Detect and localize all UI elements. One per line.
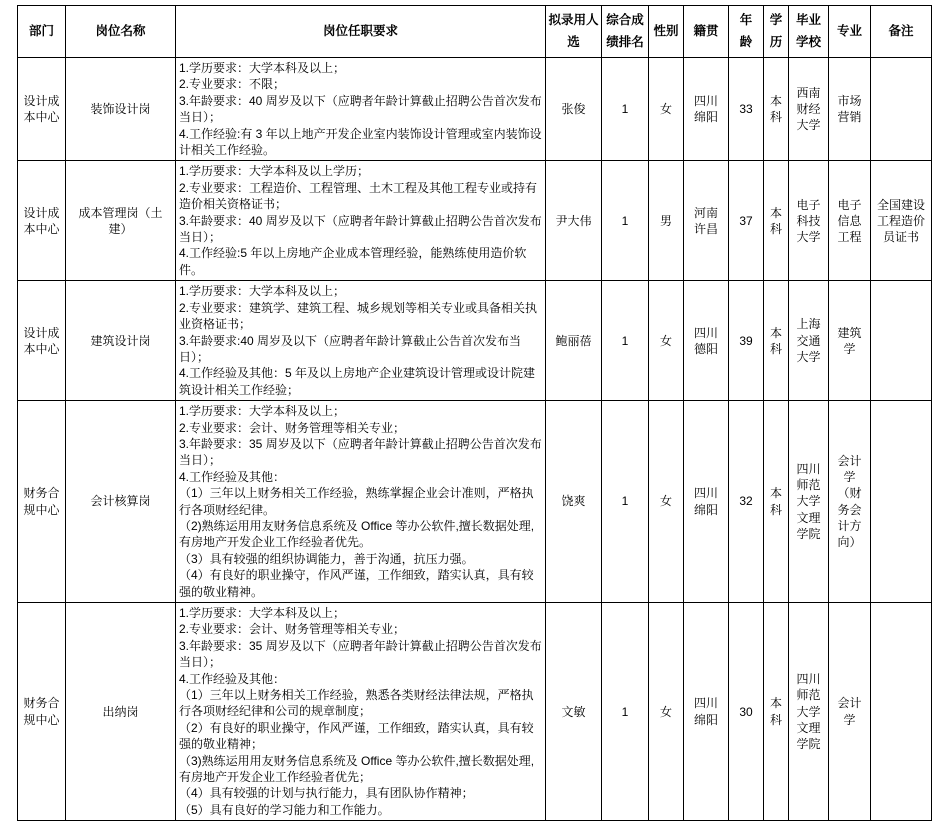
col-header-candidate: 拟录用人选 — [546, 6, 602, 58]
cell-department: 财务合规中心 — [18, 401, 66, 603]
cell-age: 37 — [729, 161, 764, 281]
requirement-line: 2.专业要求：会计、财务管理等相关专业； — [179, 420, 406, 435]
cell-school: 四川师范大学文理学院 — [789, 401, 829, 603]
cell-major: 市场营销 — [829, 58, 871, 161]
requirement-line: （2）有良好的职业操守，作风严谨，工作细致，踏实认真，具有较强的敬业精神； — [179, 720, 534, 752]
cell-candidate: 尹大伟 — [546, 161, 602, 281]
requirement-line: 2.专业要求：不限； — [179, 77, 286, 92]
requirement-line: 3.年龄要求：40 周岁及以下（应聘者年龄计算截止招聘公告首次发布当日）； — [179, 93, 542, 125]
recruitment-table — [17, 5, 932, 821]
col-header-age: 年龄 — [729, 6, 764, 58]
requirement-line: （4）有良好的职业操守，作风严谨，工作细致，踏实认真，具有较强的敬业精神。 — [179, 568, 534, 599]
cell-requirements — [176, 161, 546, 281]
table-row — [18, 58, 932, 161]
cell-department: 设计成本中心 — [18, 58, 66, 161]
col-header-department: 部门 — [18, 6, 66, 58]
cell-education: 本科 — [764, 281, 789, 401]
table-body — [18, 58, 932, 821]
table-row — [18, 401, 932, 603]
cell-age: 33 — [729, 58, 764, 161]
cell-department: 财务合规中心 — [18, 603, 66, 821]
cell-education: 本科 — [764, 58, 789, 161]
cell-hometown: 四川绵阳 — [684, 603, 729, 821]
requirement-line: （5）具有良好的学习能力和工作能力。 — [179, 802, 390, 817]
col-header-school: 毕业学校 — [789, 6, 829, 58]
cell-position: 成本管理岗（土建） — [66, 161, 176, 281]
requirement-line: （4）具有较强的计划与执行能力，具有团队协作精神； — [179, 786, 474, 801]
cell-remark — [871, 281, 932, 401]
requirement-line: 3.年龄要求：35 周岁及以下（应聘者年龄计算截止招聘公告首次发布当日）； — [179, 436, 542, 468]
requirement-line: 1.学历要求：大学本科及以上； — [179, 404, 346, 419]
cell-major: 会计学（财务会计方向） — [829, 401, 871, 603]
cell-education: 本科 — [764, 161, 789, 281]
cell-requirements — [176, 58, 546, 161]
cell-education: 本科 — [764, 401, 789, 603]
cell-age: 39 — [729, 281, 764, 401]
requirement-line: 4.工作经验:5 年以上房地产企业成本管理经验，能熟练使用造价软件。 — [179, 246, 527, 277]
table-header — [18, 6, 932, 58]
cell-major: 会计学 — [829, 603, 871, 821]
col-header-education: 学历 — [764, 6, 789, 58]
cell-candidate: 鲍丽蓓 — [546, 281, 602, 401]
cell-gender: 女 — [649, 281, 684, 401]
col-header-position: 岗位名称 — [66, 6, 176, 58]
cell-gender: 女 — [649, 603, 684, 821]
cell-department: 设计成本中心 — [18, 161, 66, 281]
cell-rank: 1 — [602, 401, 649, 603]
cell-position: 装饰设计岗 — [66, 58, 176, 161]
requirement-line: 2.专业要求：会计、财务管理等相关专业； — [179, 622, 406, 637]
requirement-line: （3)熟练运用用友财务信息系统及 Office 等办公软件,擅长数据处理,有房地产开发企业工作经验者优先； — [179, 753, 535, 785]
requirement-line: （2)熟练运用用友财务信息系统及 Office 等办公软件,擅长数据处理,有房地产开发企业工作经验者优先。 — [179, 518, 535, 550]
cell-school: 西南财经大学 — [789, 58, 829, 161]
requirement-line: 4.工作经验:有 3 年以上地产开发企业室内装饰设计管理或室内装饰设计相关工作经验。 — [179, 126, 542, 158]
cell-position: 建筑设计岗 — [66, 281, 176, 401]
col-header-hometown: 籍贯 — [684, 6, 729, 58]
requirement-line: 4.工作经验及其他： — [179, 671, 286, 686]
cell-major: 电子信息工程 — [829, 161, 871, 281]
requirement-line: 4.工作经验及其他：5 年及以上房地产企业建筑设计管理或设计院建筑设计相关工作经验； — [179, 366, 536, 397]
cell-hometown: 河南许昌 — [684, 161, 729, 281]
requirement-line: 1.学历要求：大学本科及以上学历； — [179, 164, 370, 179]
cell-school: 上海交通大学 — [789, 281, 829, 401]
cell-age: 30 — [729, 603, 764, 821]
cell-requirements — [176, 281, 546, 401]
requirement-line: 1.学历要求：大学本科及以上； — [179, 606, 346, 620]
requirement-line: 4.工作经验及其他： — [179, 469, 286, 484]
cell-requirements — [176, 401, 546, 603]
requirement-line: （3）具有较强的组织协调能力，善于沟通，抗压力强。 — [179, 551, 474, 566]
requirement-line: 3.年龄要求：35 周岁及以下（应聘者年龄计算截止招聘公告首次发布当日）； — [179, 638, 542, 670]
cell-rank: 1 — [602, 603, 649, 821]
col-header-major: 专业 — [829, 6, 871, 58]
col-header-gender: 性别 — [649, 6, 684, 58]
cell-hometown: 四川绵阳 — [684, 58, 729, 161]
table-row — [18, 281, 932, 401]
cell-gender: 男 — [649, 161, 684, 281]
cell-age: 32 — [729, 401, 764, 603]
cell-candidate: 张俊 — [546, 58, 602, 161]
cell-hometown: 四川德阳 — [684, 281, 729, 401]
requirement-line: 2.专业要求：建筑学、建筑工程、城乡规划等相关专业或具备相关执业资格证书； — [179, 300, 538, 332]
requirement-line: 1.学历要求：大学本科及以上； — [179, 284, 346, 299]
cell-rank: 1 — [602, 161, 649, 281]
table-row — [18, 603, 932, 821]
cell-major: 建筑学 — [829, 281, 871, 401]
cell-requirements — [176, 603, 546, 821]
requirement-line: （1）三年以上财务相关工作经验，熟悉各类财经法律法规，严格执行各项财经纪律和公司的规章制度； — [179, 688, 534, 719]
cell-department: 设计成本中心 — [18, 281, 66, 401]
requirement-line: 3.年龄要求:40 周岁及以下（应聘者年龄计算截止公告首次发布当日）； — [179, 333, 522, 364]
col-header-requirements: 岗位任职要求 — [176, 6, 546, 58]
cell-rank: 1 — [602, 58, 649, 161]
cell-rank: 1 — [602, 281, 649, 401]
requirement-line: （1）三年以上财务相关工作经验，熟练掌握企业会计准则，严格执行各项财经纪律。 — [179, 486, 534, 517]
requirement-line: 2.专业要求：工程造价、工程管理、土木工程及其他工程专业或持有造价相关资格证书； — [179, 180, 538, 212]
cell-school: 电子科技大学 — [789, 161, 829, 281]
cell-school: 四川师范大学文理学院 — [789, 603, 829, 821]
cell-education: 本科 — [764, 603, 789, 821]
cell-hometown: 四川绵阳 — [684, 401, 729, 603]
cell-remark — [871, 401, 932, 603]
cell-candidate: 文敏 — [546, 603, 602, 821]
cell-position: 会计核算岗 — [66, 401, 176, 603]
table-row — [18, 161, 932, 281]
cell-gender: 女 — [649, 58, 684, 161]
cell-gender: 女 — [649, 401, 684, 603]
cell-remark: 全国建设工程造价员证书 — [871, 161, 932, 281]
requirement-line: 1.学历要求：大学本科及以上； — [179, 61, 346, 75]
cell-remark — [871, 603, 932, 821]
requirement-line: 3.年龄要求：40 周岁及以下（应聘者年龄计算截止招聘公告首次发布当日）； — [179, 213, 542, 245]
cell-position: 出纳岗 — [66, 603, 176, 821]
header-row — [18, 6, 932, 58]
cell-candidate: 饶爽 — [546, 401, 602, 603]
cell-remark — [871, 58, 932, 161]
col-header-rank: 综合成绩排名 — [602, 6, 649, 58]
col-header-remark: 备注 — [871, 6, 932, 58]
